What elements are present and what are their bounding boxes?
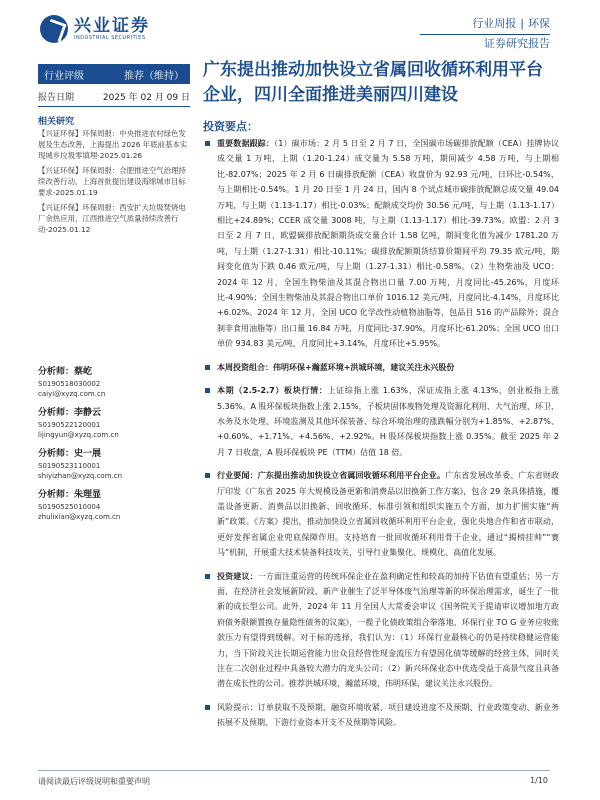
logo-name-cn: 兴业证券 <box>74 15 150 36</box>
key-point-text: 风险提示：订单获取不及预期、融资环境收紧、项目建设进度不及预期、行业政策变动、新业务拓展不及预期、下游行业资本开支不及预期等风险。 <box>217 702 559 728</box>
analyst-name: 分析师：史一展 <box>38 449 102 459</box>
related-research-item[interactable]: 【兴证环保】环保周报：合肥推进空气治理持续改善行动，上海首批提出建设海绵城市目标要求-2025.01.19 <box>38 166 186 197</box>
related-research-title: 相关研究 <box>38 117 75 127</box>
rating-badge <box>38 64 190 84</box>
key-point-text: 广东省发展改革委、广东省财政厅印发《广东省 2025 年大规模设备更新和消费品以旧换新工作方案》，包含 29 条具体措施，覆盖设备更新、消费品以旧换新、回收循环、标准引领和组织实施五个方面，加力扩围实施“两新”政策。《方案》提出，推动加快设立省属回收循环利用平台企业，强化央地合作和省市联动，更好发挥省属企业兜底保障作用。支持培育一批回收循环利用骨干企业，通过“揭榜挂帅”“赛马”机制，开展重大技术装备科技攻关，引导行业集聚化、规模化、高值化发展。 <box>217 471 560 558</box>
key-points-title: 投资要点： <box>203 120 258 133</box>
report-headline: 广东提出推动加快设立省属回收循环利用平台企业，四川全面推进美丽四川建设 <box>203 60 543 105</box>
rating-value: 推荐（维持） <box>124 70 184 82</box>
analyst-card <box>38 489 188 522</box>
footer-disclaimer[interactable]: 请阅读最后评级说明和重要声明 <box>38 777 150 786</box>
key-point-title: 投资建议： <box>217 571 258 581</box>
key-point-risk <box>203 700 559 731</box>
key-point-market <box>203 383 559 460</box>
related-research-item[interactable]: 【兴证环保】环保周报：西安扩大垃圾焚烧电厂余热应用，江西推进空气质量持续改善行动-2025.01.12 <box>38 203 186 234</box>
analyst-card <box>38 448 188 481</box>
analyst-card <box>38 407 188 440</box>
analyst-name: 分析师：朱理显 <box>38 490 102 500</box>
report-label: 证券研究报告 <box>484 37 550 50</box>
report-date <box>38 90 190 103</box>
analyst-list <box>38 366 188 530</box>
footer-divider <box>38 770 550 771</box>
key-points-body <box>203 136 559 739</box>
key-point-title: 本期（2.5-2.7）板块行情： <box>217 386 328 396</box>
logo-name-en: INDUSTRIAL SECURITIES <box>74 34 146 41</box>
related-research-item[interactable]: 【兴证环保】环保周报：中央推进农村绿色发展及生态改善，上海提出 2026 年底前基本实现城乡垃圾零填埋-2025.01.26 <box>38 129 188 160</box>
header-divider <box>420 34 550 35</box>
key-point-text: （1）碳市场：2 月 5 日至 2 月 7 日，全国碳市场碳排放配额（CEA）挂牌协议成交量 1 万吨，上期（1.20-1.24）成交量为 5.58 万吨，期间减少 4.58 万吨，与上期相比-82.07%；2025 年 2 月 6 日碳排放配额（CEA）收盘价为 92.93 元/吨，日环比-0.54%，与上期相比-0.54%。1 月 20 日至 1 月 24 日，国内 8 个试点城市碳排放配额总成交量 49.04 万吨，与上期（1.13-1.17）相比-0.03%；配额成交均价 30.56 元/吨，与上期（1.13-1.17）相比+24.89%；CCER 成交量 3008 吨，与上期（1.13-1.17）相比-39.73%。欧盟：2 月 3 日至 2 月 7 日，欧盟碳排放配额期货成交量合计 1.58 亿吨，期间变化值为减少 1781.20 万吨，与上期（1.27-1.31）相比-10.11%；碳排放配额期货结算价期间平均 79.35 欧元/吨，期间变化值为下跌 0.46 欧元/吨，与上期（1.27-1.31）相比-0.58%。（2）生物柴油及 UCO：2024 年 12 月，全国生物柴油及其混合物出口量 7.00 万吨，月度同比-45.26%，月度环比-4.90%；全国生物柴油及其混合物出口单价 1016.12 美元/吨，月度同比-4.14%，月度环比+6.02%。2024 年 12 月，全国 UCO 化学改性动植物油脂等，包品目 516 的产品除外；混合制非食用油脂等）出口量 16.84 万吨，月度同比-37.90%，月度环比-61.20%；全国 UCO 出口单价 934.83 美元/吨，月度同比+3.14%，月度环比+5.95%。 <box>217 139 559 349</box>
report-sector: 环保 <box>528 17 550 30</box>
report-date-label: 报告日期 <box>38 93 75 103</box>
key-point-title: 重要数据跟踪： <box>217 139 275 148</box>
analyst-id: S0190522120001 <box>38 421 101 429</box>
key-point-text: 上证综指上涨 1.63%，深证成指上涨 4.13%，创业板指上涨 5.36%。A 股环保板块指数上涨 2.15%，子板块固体废物处理及资源化利用、大气治理、环卫、水务及水处理、环境监测及其他环保装备、综合环境治理的涨跌幅分别为+1.85%、+2.87%、+0.60%、+1.71%、+4.56%、+2.92%。H 股环保板块指数上涨 0.35%。截至 2025 年 2 月 7 日收盘，A 股环保板块 PE（TTM）估值 18 倍。 <box>217 386 559 457</box>
analyst-card <box>38 366 188 399</box>
report-kind: 行业周报 <box>472 17 517 30</box>
report-date-value: 2025 年 02 月 09 日 <box>102 93 190 103</box>
analyst-id: S0190518030002 <box>38 380 101 388</box>
key-point-portfolio <box>203 360 559 375</box>
analyst-name: 分析师：蔡屹 <box>38 367 93 377</box>
rating-label: 行业评级 <box>44 70 84 82</box>
sidebar-divider <box>38 106 190 107</box>
report-type: 行业周报 | 环保 证券研究报告 <box>472 14 550 54</box>
key-point-data-tracking <box>203 136 559 352</box>
company-logo <box>40 14 210 44</box>
analyst-id: S0190523110001 <box>38 462 101 470</box>
analyst-email[interactable]: zhulixian@xyzq.com.cn <box>38 513 121 521</box>
related-research-list <box>38 128 188 239</box>
key-point-news <box>203 468 559 560</box>
key-point-title: 行业要闻：广东提出推动加快设立省属回收循环利用平台企业。 <box>217 471 446 481</box>
analyst-email[interactable]: shiyizhan@xyzq.com.cn <box>38 472 123 480</box>
page-number: 1/10 <box>530 776 548 785</box>
key-point-text: 伟明环保+瀚蓝环境+洪城环境，建议关注永兴股份 <box>273 362 455 372</box>
key-point-investment-advice <box>203 569 559 692</box>
analyst-name: 分析师：李静云 <box>38 408 102 418</box>
key-point-text: 一方面注重运营的传统环保企业在盈利确定性和较高的加持下估值有望重估；另一方面，在经济社会发展新阶段，新产业催生了泛半导体废气治理等新的环保治理需求，诞生了一批新的成长型公司。此外，2024 年 11 月全国人大常委会审议《国务院关于提请审议增加地方政府债务限额置换存量隐性债务的议案》，一揽子化债政策组合拳落地，环保行业 TO G 业务应收账款压力有望得到缓解。对于标的选择，我们认为：（1）环保行业最核心的仍是持续稳健运营能力，当下阶段关注长期运营能力出众且经营性现金流压力有望因化债等缓解的经营主体，同时关注在二次创业过程中具备较大潜力的龙头公司；（2）新兴环保业态中优选受益于高景气度且具备潜在成长性的公司。推荐洪城环境，瀚蓝环境，伟明环保，建议关注永兴股份。 <box>217 571 559 689</box>
key-point-title: 本周投资组合： <box>217 362 273 372</box>
analyst-email[interactable]: lijingyun@xyzq.com.cn <box>38 431 119 439</box>
analyst-email[interactable]: caiyi@xyzq.com.cn <box>38 390 106 398</box>
analyst-id: S0190525010004 <box>38 503 101 511</box>
logo-icon <box>40 15 68 43</box>
